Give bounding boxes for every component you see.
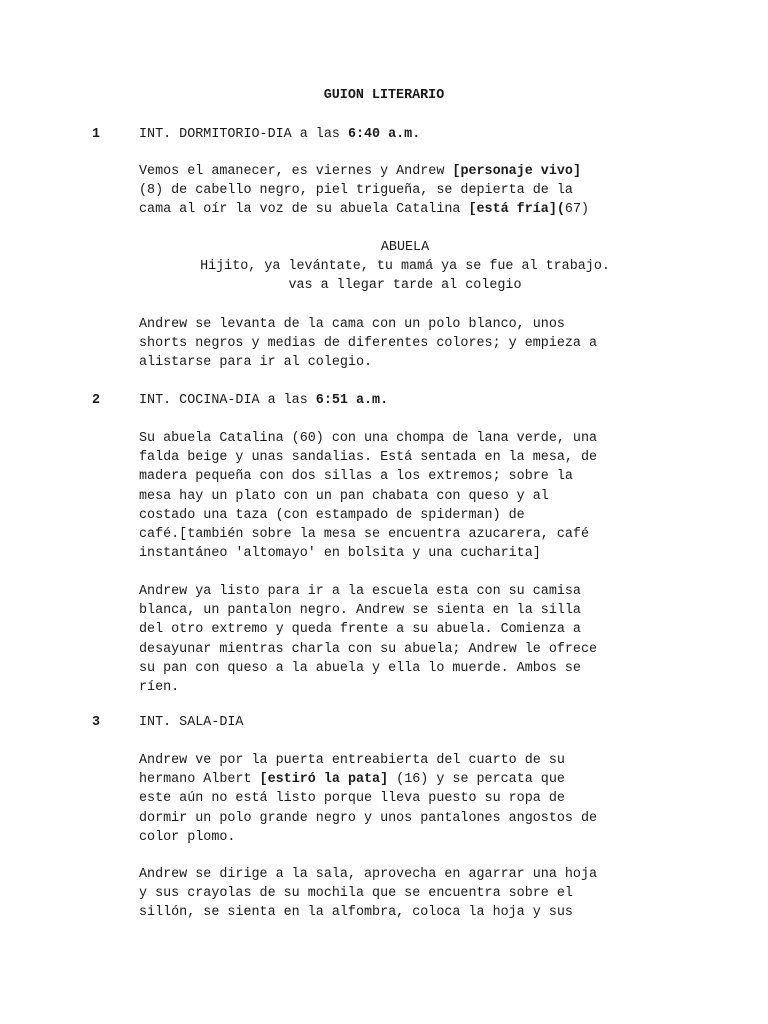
scene-number: 1 bbox=[92, 127, 101, 142]
scene-heading: INT. SALA-DIA bbox=[139, 715, 244, 730]
scene-heading: INT. DORMITORIO-DIA a las 6:40 a.m. bbox=[139, 127, 421, 142]
scene-number: 2 bbox=[92, 393, 101, 408]
document-title: GUION LITERARIO bbox=[323, 88, 445, 103]
dialogue-character: ABUELA bbox=[380, 240, 430, 255]
scene-paragraph: Su abuela Catalina (60) con una chompa de lana verde, una falda beige y unas sandalias. Está sentada en la mesa, de madera pequeña con dos sillas a los extremos; sobre la mesa hay un plato con un pan chabata con queso y al costado una taza (con estampado de spiderman) de café.[también sobre la mesa se encuentra azucarera, café instantáneo 'altomayo' en bolsita y una cucharita] bbox=[139, 431, 598, 562]
scene-paragraph: Andrew ya listo para ir a la escuela esta con su camisa blanca, un pantalon negro. Andrew se sienta en la silla del otro extremo y queda frente a su abuela. Comienza a desayunar mientras charla con su abuela; Andrew le ofrece su pan con queso a la abuela y ella lo muerde. Ambos se ríen. bbox=[139, 584, 598, 695]
scene-paragraph: Andrew ve por la puerta entreabierta del cuarto de su hermano Albert [estiró la pata] (16) y se percata que este aún no está listo porque lleva puesto su ropa de dormir un polo grande negro y unos pantalones angostos de color plomo. bbox=[139, 753, 598, 845]
dialogue-line: vas a llegar tarde al colegio bbox=[288, 278, 522, 293]
scene-paragraph: Vemos el amanecer, es viernes y Andrew [personaje vivo] (8) de cabello negro, piel trigueña, se depierta de la cama al oír la voz de su abuela Catalina [está fría](67) bbox=[139, 164, 590, 218]
scene-paragraph: Andrew se dirige a la sala, aprovecha en agarrar una hoja y sus crayolas de su mochila que se encuentra sobre el sillón, se sienta en la alfombra, coloca la hoja y sus bbox=[139, 867, 598, 921]
scene-number: 3 bbox=[92, 715, 101, 730]
scene-heading: INT. COCINA-DIA a las 6:51 a.m. bbox=[139, 393, 389, 408]
dialogue-line: Hijito, ya levántate, tu mamá ya se fue al trabajo. bbox=[200, 259, 610, 274]
scene-paragraph: Andrew se levanta de la cama con un polo blanco, unos shorts negros y medias de diferentes colores; y empieza a alistarse para ir al colegio. bbox=[139, 317, 598, 371]
